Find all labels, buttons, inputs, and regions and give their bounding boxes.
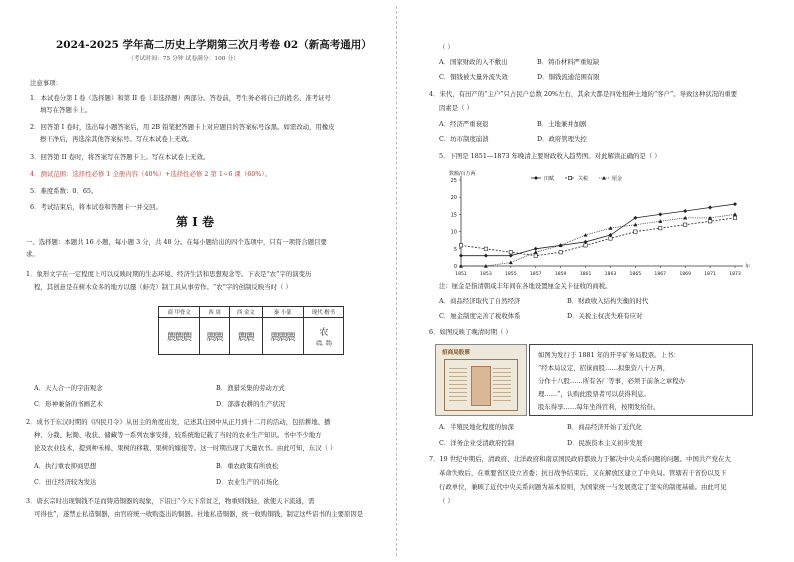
q4-stem: 4．宋代，有田产的“主户”只占民户总数 20%左右，其余大都是四处租种土地的“客户”。导致这种状况的重要 — [429, 90, 738, 98]
x-tick-label: 1873 — [729, 272, 741, 277]
q2-stem: 种、分栽、耘锄、收获、储藏等一系列农事安排，较系统地记载了当时的农业生产知识。书中不少地方 — [34, 431, 322, 439]
data-point — [534, 247, 538, 251]
q4-stem: 因素是（ ） — [439, 104, 473, 112]
x-tick-label: 1867 — [654, 272, 667, 277]
data-point — [584, 240, 588, 244]
q3-option-d: D．铜钱流通范围有限 — [537, 73, 600, 81]
data-point — [683, 223, 686, 226]
data-point — [559, 251, 562, 254]
note-line-scope: 4．测试范围：选择性必修 1 全册内容（40%）+选择性必修 2 第 1~6 课（60%）。 — [30, 170, 271, 178]
quote-line: “经本局议定，招徕商股……拟集资八十万两， — [538, 364, 670, 372]
quote-line: 分作十八股……所有各厂等事，必须于前条之章程办 — [538, 377, 685, 385]
instruction-line: 一、选择题：本题共 16 小题，每小题 3 分，共 48 分。在每小题给出的四个选项中，只有一项符合题目要 — [26, 238, 327, 246]
legend-label: 厘金 — [612, 176, 623, 182]
q3-option-b: B．铸币材料严重短缺 — [537, 58, 600, 66]
certificate-caption: 招商局股票 — [442, 350, 470, 356]
data-point — [534, 254, 537, 257]
q5-option-b: B．财政收入结构失衡的时代 — [567, 297, 649, 305]
q4-option-d: D．政府管理失控 — [537, 135, 587, 143]
q6-option-a: A．半殖民地化程度的加深 — [439, 423, 514, 431]
y-tick-label: 0 — [453, 264, 457, 270]
certificate-seal — [471, 366, 491, 406]
quote-line: 如图为发行于 1881 年的开平矿务局股票。上书： — [538, 351, 680, 359]
q1-stem: 程，其创意是在树木众多的地方以蜃（蚌壳）制工具从事劳作。“农”字的创制反映当时（ ） — [34, 283, 292, 291]
data-point — [509, 251, 512, 254]
note-line: 5．难度系数：0．65。 — [30, 187, 98, 195]
data-point — [484, 254, 488, 258]
q1-option-a: A．天人合一的宇宙观念 — [34, 384, 103, 392]
table-header: 秦 小篆 — [262, 307, 303, 318]
certificate-text-lines — [449, 368, 467, 402]
ancient-glyph: 䢉䢉䢉 — [262, 318, 303, 355]
q5-stem: 5．下图是 1851—1873 年晚清主要财政收入趋势图。对此解读正确的是（ ） — [439, 152, 661, 160]
notes-heading: 注意事项： — [30, 79, 62, 87]
legend-marker — [568, 176, 571, 179]
data-point — [509, 254, 513, 258]
q6-option-b: B．商品经济开始了近代化 — [567, 423, 642, 431]
section-title: 第 I 卷 — [176, 215, 214, 229]
data-point — [484, 247, 487, 250]
note-line: 填写在答题卡上。 — [40, 106, 92, 114]
quote-line: 股东得享……每年坐得官利，按期发给份。 — [538, 403, 660, 411]
x-tick-label: 1863 — [604, 272, 617, 277]
q2-option-d: D．农业生产的市场化 — [216, 478, 279, 486]
series-line-厘金 — [461, 214, 735, 266]
stock-certificate-image — [435, 344, 527, 416]
x-tick-label: 1853 — [480, 272, 492, 277]
ancient-glyph: 䢉䢉 — [200, 318, 230, 355]
q2-option-b: B．重农政策有所放松 — [216, 462, 279, 470]
q3-option-c: C．铜钱被大量外流失效 — [439, 73, 508, 81]
instruction-line: 求。 — [26, 250, 39, 258]
q2-stem: 2．成书于东汉时期的《四民月令》从田主的角度出发，记述其庄园中从正月到十二月的活动，包括耕地、播 — [26, 418, 331, 426]
x-tick-label: 1851 — [455, 272, 467, 277]
certificate-frame — [444, 359, 518, 411]
revenue-line-chart — [435, 168, 753, 278]
x-tick-label: 1869 — [679, 272, 692, 277]
data-point — [459, 244, 462, 247]
q3-stem: 3．唐玄宗时出现铜钱不足而铸造铜器的现象，下诏曰“今天下常贫乏，物重则钱轻，欲使天下流通，需 — [26, 497, 315, 505]
y-tick-label: 15 — [450, 212, 457, 219]
q1-stem: 1．象形文字在一定程度上可以反映时期的生态环境、经济生活和思想观念等。下表是“农”字的演变历 — [26, 270, 312, 278]
q7-stem: 行政单位，兼顾了近代中央关系问题为基本原则，为国家统一与发展奠定了坚实的制度基础。由此可见 — [439, 483, 727, 491]
q1-option-c: C．形神兼备的书画艺术 — [34, 400, 103, 408]
table-header: 现代 楷书 — [303, 307, 343, 318]
q5-option-d: D．关税主权丧失难有应对 — [567, 312, 643, 320]
q1-option-b: B．渔猎采集的劳动方式 — [216, 384, 285, 392]
data-point — [659, 226, 662, 229]
x-axis-label: 年 — [745, 264, 751, 270]
x-tick-label: 1865 — [629, 272, 642, 277]
certificate-text-lines — [493, 368, 511, 402]
q5-option-c: C．厘金制度完善了税收体系 — [439, 312, 521, 320]
q3-stem: 可得也”，遂禁止私造铜器，由官府统一收购盗出的铜器。社地私造铜器，统一收购铜钱，制定这些诏书的主要原因是 — [34, 510, 364, 518]
x-tick-label: 1871 — [704, 272, 716, 277]
table-header: 西 周 — [200, 307, 230, 318]
q3-option-a: A．国家财政的入不敷出 — [439, 58, 508, 66]
q2-option-a: A．执行重农抑商思想 — [34, 462, 97, 470]
series-line-田赋 — [461, 204, 735, 256]
modern-char-note: （農、辳） — [312, 340, 335, 347]
y-tick-label: 20 — [450, 195, 457, 202]
q6-quote-box — [529, 344, 753, 416]
data-point — [708, 220, 711, 223]
legend-marker — [602, 176, 606, 180]
x-tick-label: 1861 — [579, 272, 592, 277]
quote-line: 理……”，认购此股票者可以获得利息。 — [538, 390, 650, 398]
modern-char: 农 — [319, 327, 328, 338]
y-tick-label: 5 — [453, 246, 457, 253]
note-line: 3．回答第 II 卷时，将答案写在答题卡上。写在本试卷上无效。 — [30, 153, 210, 161]
data-point — [584, 233, 588, 237]
x-tick-label: 1857 — [529, 272, 542, 277]
series-line-关税 — [461, 218, 735, 256]
q6-option-d: D．民族资本主义初步发展 — [567, 439, 643, 447]
right-column — [397, 0, 794, 562]
exam-info: （考试时间：75 分钟 试卷满分：100 分） — [128, 56, 239, 62]
q7-stem: 7．19 世纪中期后，清政府、北洋政府和南京国民政府都致力于解决中央关系问题的问题。中国共产党在大 — [429, 455, 731, 463]
q6-stem: 6．如图反映了晚清时期（ ） — [429, 328, 512, 336]
x-tick-label: 1859 — [554, 272, 567, 277]
data-point — [459, 254, 463, 258]
data-point — [733, 216, 736, 219]
q4-option-a: A．经济严重衰退 — [439, 120, 489, 128]
table-header: 西 金文 — [230, 307, 263, 318]
q4-option-b: B．土地兼并加剧 — [537, 120, 587, 128]
note-line: 1．本试卷分第 I 卷（选择题）和第 II 卷（非选择题）两部分。答卷前，考生务必将自己的姓名、准考证号 — [30, 94, 331, 102]
q1-option-d: D．部落农耕的生产状况 — [216, 400, 286, 408]
q5-option-a: A．商品经济取代了自然经济 — [439, 297, 521, 305]
ancient-glyph: 䢉䢉䢉 — [159, 318, 200, 355]
data-point — [584, 244, 587, 247]
data-point — [683, 209, 687, 213]
modern-glyph — [303, 318, 343, 355]
y-axis-label: 数额/百万两 — [449, 171, 476, 177]
data-point — [634, 230, 637, 233]
y-tick-label: 10 — [450, 229, 457, 236]
q3-paren: （ ） — [439, 43, 454, 51]
q2-stem: 论及农业技术，提到种禾棉、果树的移栽、果树的嫁接等。这一时期出现了大量农书。由此可知，东汉（ ） — [34, 444, 337, 452]
character-evolution-table — [158, 306, 344, 355]
q5-note: 注：厘金是指清朝咸丰年间在各地设置厘金关卡征收的商税。 — [439, 282, 612, 290]
note-line: 擦干净后，再选涂其他答案标号。写在本试卷上无效。 — [40, 135, 194, 143]
legend-label: 田赋 — [544, 176, 555, 182]
data-point — [609, 237, 612, 240]
data-point — [708, 206, 712, 210]
legend-label: 关税 — [578, 176, 589, 182]
ancient-glyph: 䢉䢉 — [230, 318, 263, 355]
x-tick-label: 1855 — [504, 272, 517, 277]
q6-option-c: C．洋务企业受清政府控制 — [439, 439, 515, 447]
q7-stem: 革命失败后，在重要省区设立省委；抗日战争结束后，又在解放区建立了中央局。管辖若干省份以及下 — [439, 469, 727, 477]
note-line: 2．回答第 I 卷时，选出每小题答案后，用 2B 铅笔把答题卡上对应题目的答案标号涂黑。如需改动，用橡皮 — [30, 123, 335, 131]
legend-marker — [534, 176, 538, 180]
data-point — [658, 212, 662, 216]
table-header: 商 甲骨文 — [159, 307, 200, 318]
y-tick-label: 25 — [450, 178, 457, 184]
q4-option-c: C．坊市制度崩溃 — [439, 135, 489, 143]
note-line: 6．考试结束后，将本试卷和答题卡一并交回。 — [30, 203, 162, 211]
data-point — [534, 250, 538, 254]
data-point — [733, 202, 737, 206]
exam-title: 2024-2025 学年高二历史上学期第三次月考卷 02（新高考通用） — [56, 39, 372, 51]
revenue-chart-container — [435, 168, 753, 278]
q2-option-c: C．田庄经济较为发达 — [34, 478, 97, 486]
q7-stem: （ ） — [439, 497, 454, 505]
